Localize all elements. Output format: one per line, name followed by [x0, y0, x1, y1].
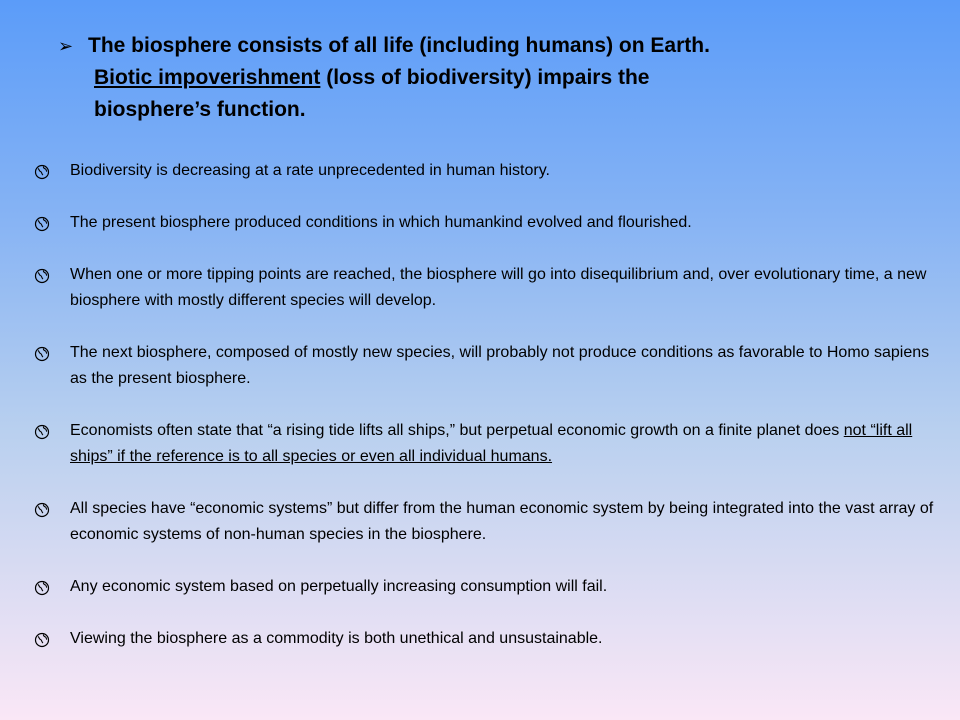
bullet-text: The next biosphere, composed of mostly new species, will probably not produce conditions as favorable to Homo sapiens as the present biosphere. [70, 344, 930, 387]
globe-icon [34, 502, 50, 518]
bullet-text: The present biosphere produced conditions in which humankind evolved and flourished. [70, 214, 692, 231]
bullet-list [34, 158, 934, 652]
globe-icon [34, 424, 50, 440]
bullet-item [34, 418, 934, 470]
globe-icon [34, 216, 50, 232]
bullet-item [34, 574, 934, 600]
bullet-item [34, 496, 934, 548]
header-line-3-text: biosphere’s function. [94, 98, 306, 121]
globe-icon [34, 164, 50, 180]
globe-icon [34, 346, 50, 362]
bullet-text: Biodiversity is decreasing at a rate unprecedented in human history. [70, 162, 550, 179]
globe-icon [34, 580, 50, 596]
bullet-item [34, 340, 934, 392]
slide-header [58, 30, 918, 126]
bullet-item [34, 626, 934, 652]
bullet-text: Any economic system based on perpetually increasing consumption will fail. [70, 578, 608, 595]
header-line-2-text: (loss of biodiversity) impairs the [320, 66, 650, 89]
bullet-text: Viewing the biosphere as a commodity is both unethical and unsustainable. [70, 630, 603, 647]
header-line-3 [58, 94, 918, 126]
arrow-bullet-icon: ➢ [58, 36, 74, 56]
header-line-1 [58, 30, 918, 62]
globe-icon [34, 632, 50, 648]
header-underlined-term: Biotic impoverishment [94, 66, 321, 89]
bullet-text: All species have “economic systems” but differ from the human economic system by being integrated into the vast array of economic systems of non-human species in the biosphere. [70, 500, 934, 543]
bullet-text: When one or more tipping points are reached, the biosphere will go into disequilibrium and, over evolutionary time, a new biosphere with mostly different species will develop. [70, 266, 927, 309]
bullet-item [34, 210, 934, 236]
header-line-2 [58, 62, 918, 94]
bullet-underlined-text: not “lift all ships” if the reference is to all species or even all individual humans. [70, 422, 913, 465]
globe-icon [34, 268, 50, 284]
header-line-1-text: The biosphere consists of all life (including humans) on Earth. [88, 34, 710, 57]
bullet-item [34, 158, 934, 184]
bullet-item [34, 262, 934, 314]
bullet-text: Economists often state that “a rising tide lifts all ships,” but perpetual economic growth on a finite planet does [70, 422, 844, 439]
